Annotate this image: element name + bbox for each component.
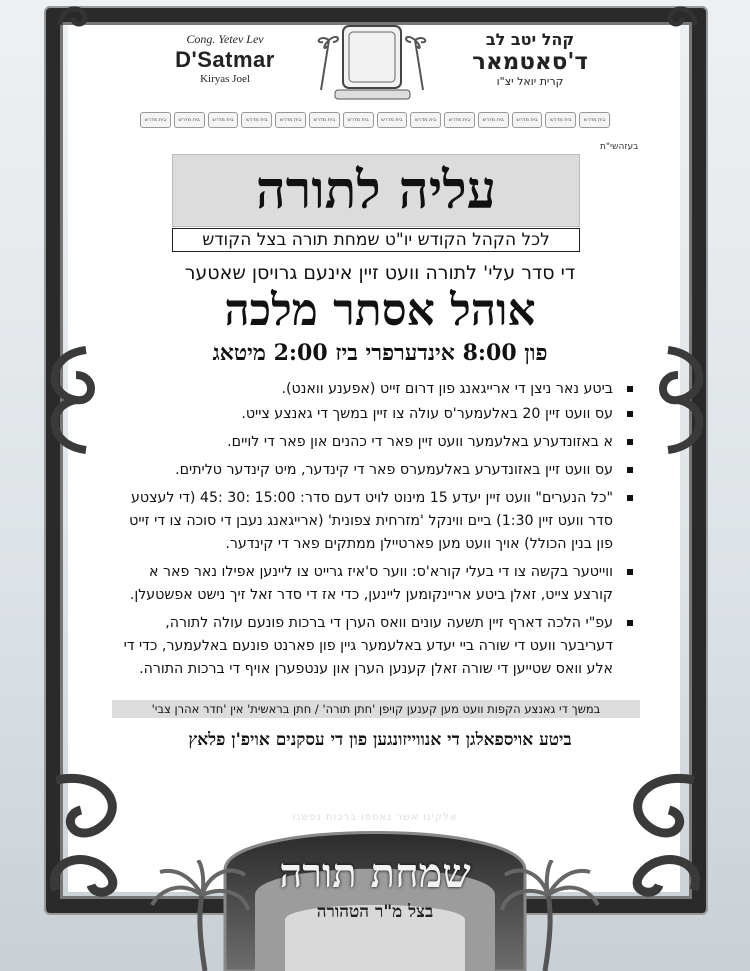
bullet-square-icon — [627, 569, 633, 575]
list-item-text: עס וועט זיין 20 באלעמער'ס עולה צו זיין במשך די גאנצע צייט. — [241, 406, 613, 422]
shul-badge: בית מדרש — [512, 112, 543, 128]
shul-badge: בית מדרש — [478, 112, 509, 128]
hebrew-cong-label: קהל יטב לב — [485, 30, 575, 49]
page-title: עליה לתורה — [255, 160, 497, 221]
time-line: פון 8:00 אינדערפרי ביז 2:00 מיטאג — [212, 340, 548, 366]
list-item-text: עפ"י הלכה דארף זיין תשעה עונים וואס הערן די ברכות פונעם עולה לתורה, דעריבער וועט די שורה ביי יעדע באלעמער גיין פון פארנט פונעם באלעמער, כדי די אלע וואס שטייען די שורה זאלן קענען הערן און ענטפערן אויף די ברכות התורה. — [123, 615, 613, 677]
banner-top-line: אלקינו אשר נאספו ברכות נפשנו — [292, 812, 458, 823]
list-item-text: עס וועט זיין באזונדערע באלעמערס פאר די קינדער, מיט קינדער טליתים. — [175, 462, 613, 478]
list-item — [120, 487, 635, 556]
hebrew-name: ד'סאטמאר — [472, 49, 588, 75]
bullet-square-icon — [627, 495, 633, 501]
bullet-square-icon — [627, 411, 633, 417]
list-item-text: ביטע נאר ניצן די ארייגאנג פון דרום זייט (אפענע וואנט). — [281, 381, 613, 397]
list-item — [120, 378, 635, 401]
bullet-square-icon — [627, 620, 633, 626]
list-item — [120, 431, 635, 454]
list-item — [120, 561, 635, 607]
list-item — [120, 612, 635, 681]
bottom-right-scroll-ornament — [604, 770, 714, 900]
english-cong-label: Cong. Yetev Lev — [186, 32, 264, 46]
shul-badge: בית מדרש — [275, 112, 306, 128]
shul-badge: בית מדרש — [140, 112, 171, 128]
right-palm-tree-icon — [500, 860, 600, 971]
top-left-scroll-ornament — [55, 0, 95, 30]
letterhead — [130, 20, 610, 110]
left-palm-tree-icon — [150, 860, 250, 971]
shul-badge: בית מדרש — [545, 112, 576, 128]
affiliated-shuls-row — [140, 112, 610, 128]
title-box — [172, 154, 580, 227]
shul-badge: בית מדרש — [174, 112, 205, 128]
shul-badge: בית מדרש — [377, 112, 408, 128]
shul-badge: בית מדרש — [208, 112, 239, 128]
list-item-text: "כל הנערים" וועט זיין יעדע 15 מינוט לויט דעם סדר: 15:00 :30 :45 (די לעצטע סדר וועט זיין 1:30) ביים ווינקל 'מזרחית צפונית' (ארייגאנג נעבן די סוכה צו די זייט פון בנין הכולל) אויך וועט מען פארטיילן ממתקים פאר די קינדער. — [129, 490, 613, 552]
shul-badge: בית מדרש — [241, 112, 272, 128]
list-item — [120, 459, 635, 482]
footer-line: ביטע אויספאלגן די אנווייזונגען פון די עסקנים אויפ'ן פלאץ — [188, 730, 572, 750]
highlight-band: במשך די גאנצע הקפות וועט מען קענען קויפן 'חתן תורה' / חתן בראשית' אין 'חדר אהרן צבי' — [112, 700, 640, 718]
intro-line: די סדר עלי' לתורה וועט זיין אינעם גרויסן שאטער — [184, 262, 576, 284]
english-name: D'Satmar — [175, 47, 275, 72]
hebrew-logo — [460, 30, 600, 88]
list-item-text: א באזונדערע באלעמער וועט זיין פאר די כהנים און פאר די לויים. — [227, 434, 613, 450]
top-right-scroll-ornament — [660, 0, 700, 30]
instructions-list — [120, 378, 635, 683]
banner-main-text: שמחת תורה — [279, 850, 471, 897]
bottom-left-scroll-ornament — [36, 770, 146, 900]
list-item — [120, 403, 635, 426]
shul-badge: בית מדרש — [410, 112, 441, 128]
shul-badge: בית מדרש — [309, 112, 340, 128]
corner-abbreviation: בעזהשי"ת — [600, 142, 639, 152]
banner-sub-text: בצל מ"ר הטהורה — [316, 902, 434, 922]
subtitle: לכל הקהל הקודש יו"ט שמחת תורה בצל הקודש — [172, 228, 580, 252]
bullet-square-icon — [627, 439, 633, 445]
bullet-square-icon — [627, 467, 633, 473]
shul-badge: בית מדרש — [343, 112, 374, 128]
list-item-text: ווייטער בקשה צו די בעלי קורא'ס: ווער ס'איז גרייט צו ליינען אפילו נאר פאר א קורצע צייט, זאלן ביטע אריינקומען ליינען, כדי אז די סדר זאל זיך נישט אפשטעלן. — [129, 564, 613, 603]
english-logo — [150, 32, 300, 85]
hebrew-place: קרית יואל יצ"ו — [496, 75, 564, 88]
shul-badge: בית מדרש — [444, 112, 475, 128]
congregation-seal-icon — [315, 20, 430, 104]
left-scroll-ornament — [36, 345, 106, 455]
bullet-square-icon — [627, 386, 633, 392]
venue-name: אוהל אסתר מלכה — [224, 285, 536, 336]
shul-badge: בית מדרש — [579, 112, 610, 128]
english-place: Kiryas Joel — [200, 73, 250, 85]
